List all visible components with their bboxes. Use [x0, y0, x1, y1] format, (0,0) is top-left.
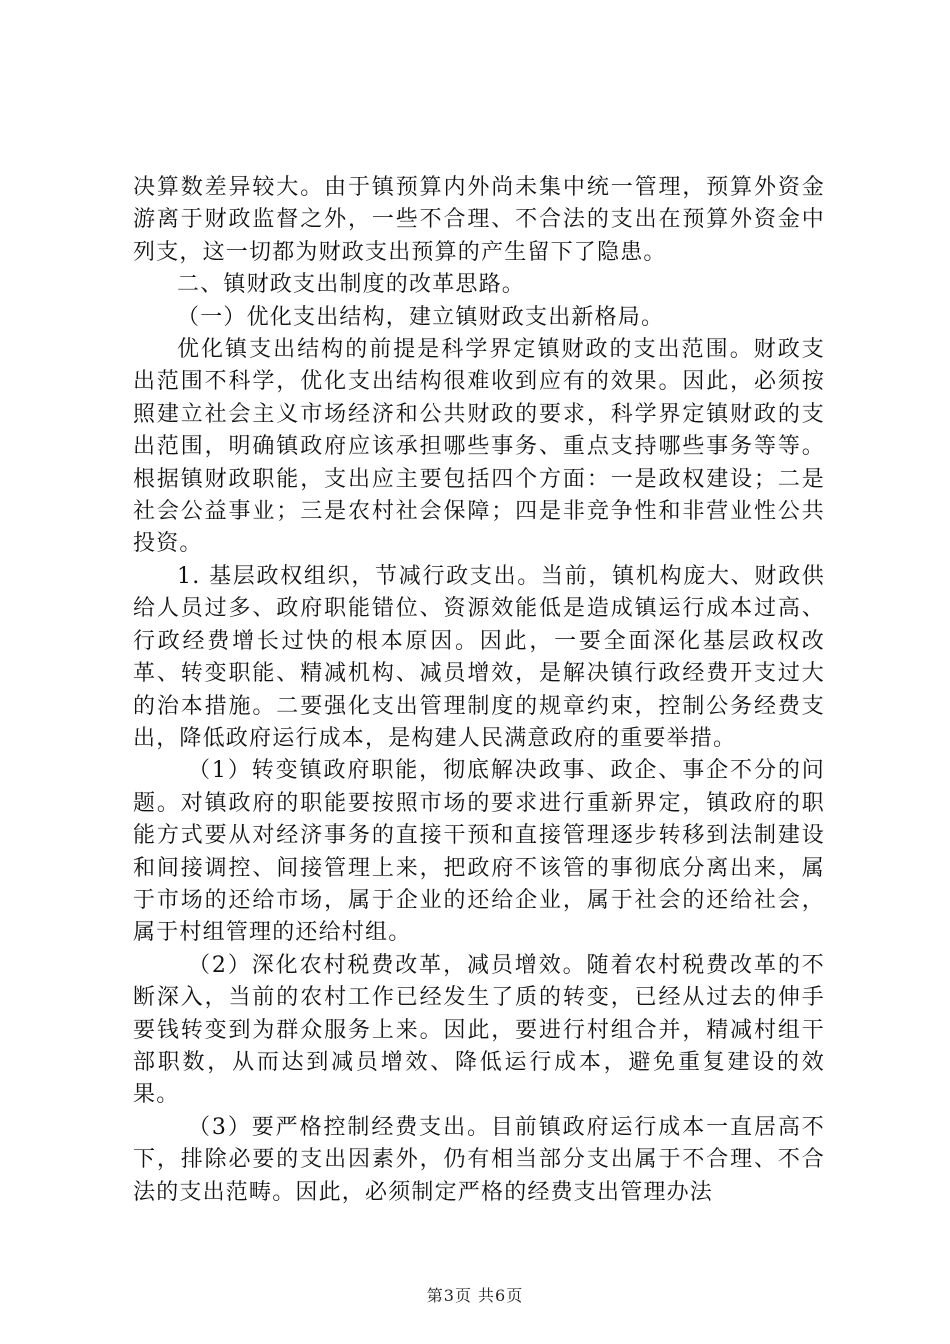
paragraph-item-1-functions: （1）转变镇政府职能，彻底解决政事、政企、事企不分的问题。对镇政府的职能要按照市场的要求进行重新界定，镇政府的职能方式要从对经济事务的直接干预和直接管理逐步转移到法制建设和间接调控、间接管理上来，把政府不该管的事彻底分离出来，属于市场的还给市场，属于企业的还给企业，属于社会的还给社会，属于村组管理的还给村组。 — [133, 758, 825, 946]
page-number-footer: 第3页 共6页 — [426, 1286, 524, 1305]
subheading-optimize-structure: （一）优化支出结构，建立镇财政支出新格局。 — [177, 304, 665, 330]
paragraph-budget-difference: 决算数差异较大。由于镇预算内外尚未集中统一管理，预算外资金游离于财政监督之外，一些不合理、不合法的支出在预算外资金中列支，这一切都为财政支出预算的产生留下了隐患。 — [133, 175, 825, 265]
paragraph-item-2-tax-reform: （2）深化农村税费改革，减员增效。随着农村税费改革的不断深入，当前的农村工作已经发生了质的转变，已经从过去的伸手要钱转变到为群众服务上来。因此，要进行村组合并，精减村组干部职数，从而达到减员增效、降低运行成本，避免重复建设的效果。 — [133, 952, 825, 1108]
paragraph-item-3-expense-control: （3）要严格控制经费支出。目前镇政府运行成本一直居高不下，排除必要的支出因素外，仍有相当部分支出属于不合理、不合法的支出范畴。因此，必须制定严格的经费支出管理办法 — [133, 1114, 825, 1205]
paragraph-expenditure-scope: 优化镇支出结构的前提是科学界定镇财政的支出范围。财政支出范围不科学，优化支出结构很难收到应有的效果。因此，必须按照建立社会主义市场经济和公共财政的要求，科学界定镇财政的支出范围，明确镇政府应该承担哪些事务、重点支持哪些事务等等。根据镇财政职能，支出应主要包括四个方面：一是政权建设；二是社会公益事业；三是农村社会保障；四是非竞争性和非营业性公共投资。 — [133, 337, 825, 557]
paragraph-grassroots-government: 1. 基层政权组织，节减行政支出。当前，镇机构庞大、财政供给人员过多、政府职能错位、资源效能低是造成镇运行成本过高、行政经费增长过快的根本原因。因此，一要全面深化基层政权改革、转变职能、精减机构、减员增效，是解决镇行政经费开支过大的治本措施。二要强化支出管理制度的规章约束，控制公务经费支出，降低政府运行成本，是构建人民满意政府的重要举措。 — [133, 563, 825, 751]
document-body — [133, 172, 825, 1209]
heading-reform-ideas: 二、镇财政支出制度的改革思路。 — [177, 272, 526, 298]
